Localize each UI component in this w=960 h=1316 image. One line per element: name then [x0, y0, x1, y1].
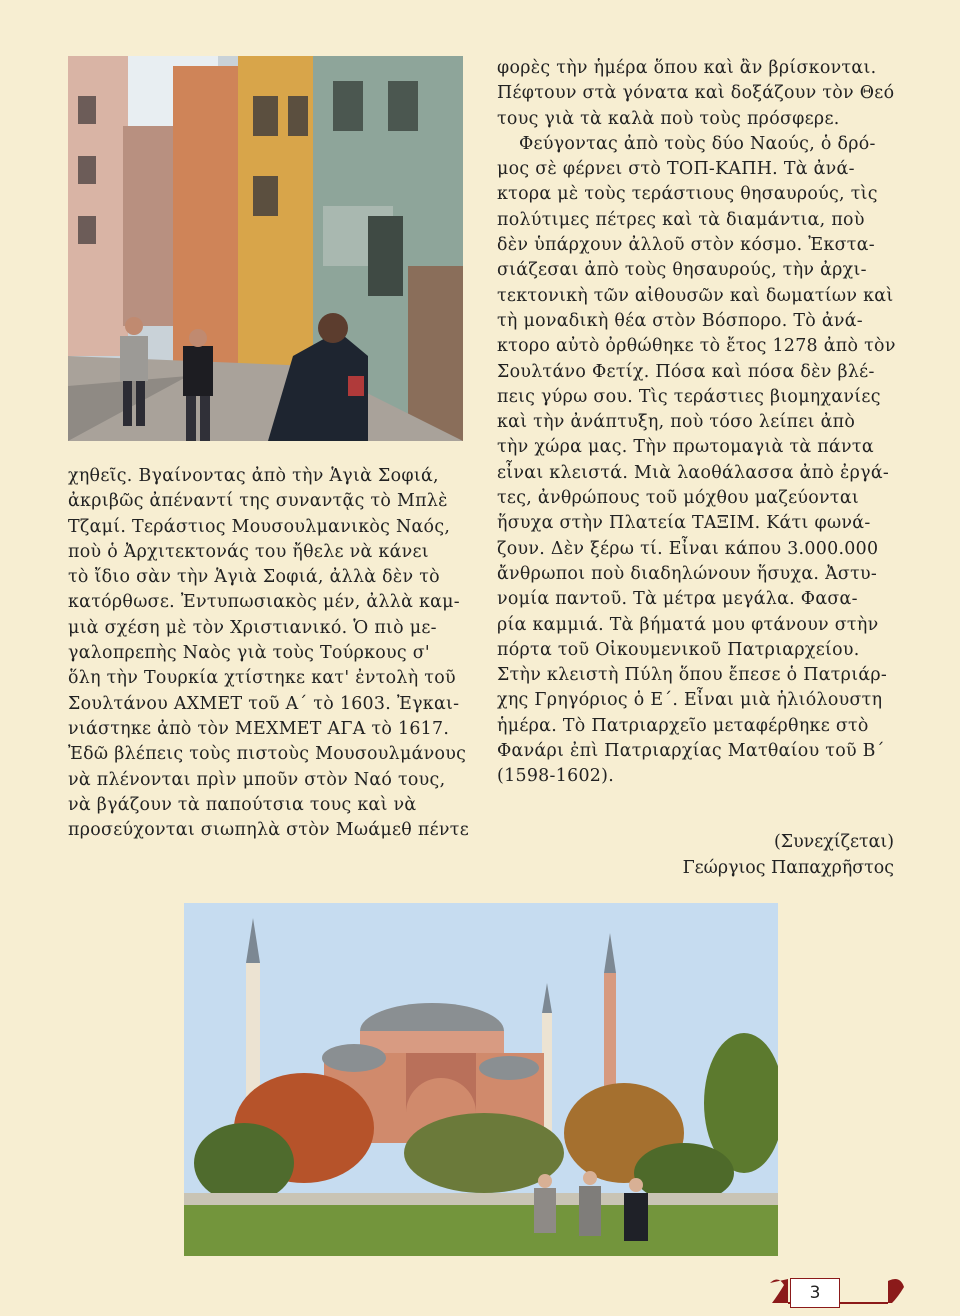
text-line: δὲν ὑπάρχουν ἀλλοῦ στὸν κόσμο. Ἐκστα-: [497, 235, 875, 256]
hagia-sophia-photo: [184, 903, 778, 1256]
text-line: ὅλη τὴν Τουρκία χτίστηκε κατ' ἐντολὴ τοῦ: [68, 668, 456, 689]
street-photo: [68, 56, 463, 441]
text-line: ἡμέρα. Τὸ Πατριαρχεῖο μεταφέρθηκε στὸ: [497, 715, 869, 736]
text-line: κτορο αὐτὸ ὀρθώθηκε τὸ ἔτος 1278 ἀπὸ τὸν: [497, 336, 896, 357]
text-line: Φανάρι ἐπὶ Πατριαρχίας Ματθαίου τοῦ Β΄: [497, 741, 885, 762]
text-line: Στὴν κλειστὴ Πύλη ὅπου ἔπεσε ὁ Πατριάρ-: [497, 665, 888, 686]
text-line: ζουν. Δὲν ξέρω τί. Εἶναι κάπου 3.000.000: [497, 538, 879, 559]
text-line: πεις γύρω σου. Τὶς τεράστιες βιομηχανίες: [497, 386, 881, 407]
text-line: σιάζεσαι ἀπὸ τοὺς θησαυρούς, τὴν ἀρχι-: [497, 260, 867, 281]
text-line: πόρτα τοῦ Οἰκουμενικοῦ Πατριαρχείου.: [497, 639, 860, 660]
text-line: προσεύχονται σιωπηλὰ στὸν Μωάμεθ πέντε: [68, 820, 470, 841]
text-line: τὸ ἴδιο σὰν τὴν Ἁγιὰ Σοφιά, ἀλλὰ δὲν τὸ: [68, 567, 440, 588]
text-line: Πέφτουν στὰ γόνατα καὶ δοξάζουν τὸν Θεό: [497, 83, 895, 104]
text-line: τεκτονικὴ τῶν αἰθουσῶν καὶ δωματίων καὶ: [497, 285, 894, 306]
text-line: χης Γρηγόριος ὁ Ε΄. Εἶναι μιὰ ἡλιόλουστη: [497, 690, 883, 711]
text-line: εἶναι κλειστά. Μιὰ λαοθάλασσα ἀπὸ ἐργά-: [497, 462, 890, 483]
text-line: (1598-1602).: [497, 766, 615, 787]
text-line: Ἐδῶ βλέπεις τοὺς πιστοὺς Μουσουλμάνους: [68, 744, 467, 765]
text-line: καὶ τὴν ἀνάπτυξη, ποὺ τόσο λείπει ἀπὸ: [497, 412, 856, 433]
text-line: γαλοπρεπὴς Ναὸς γιὰ τοὺς Τούρκους σ': [68, 643, 431, 664]
continued-note: (Συνεχίζεται): [774, 832, 894, 852]
text-line: Φεύγοντας ἀπὸ τοὺς δύο Ναούς, ὁ δρό-: [519, 133, 876, 154]
text-line: ποὺ ὁ Ἀρχιτεκτονάς του ἤθελε νὰ κάνει: [68, 541, 429, 562]
text-line: μος σὲ φέρνει στὸ ΤΟΠ-ΚΑΠΗ. Τὰ ἀνά-: [497, 159, 855, 180]
text-line: χηθεῖς. Βγαίνοντας ἀπὸ τὴν Ἁγιὰ Σοφιά,: [68, 466, 439, 486]
text-line: ἀκριβῶς ἀπέναντί της συναντᾷς τὸ Μπλὲ: [68, 491, 448, 512]
text-line: Σουλτάνου ΑΧΜΕΤ τοῦ Α΄ τὸ 1603. Ἐγκαι-: [68, 693, 460, 714]
text-line: ἄνθρωποι ποὺ διαδηλώνουν ἥσυχα. Ἀστυ-: [497, 563, 878, 584]
text-line: νὰ βγάζουν τὰ παπούτσια τους καὶ νὰ: [68, 794, 417, 815]
text-line: ρία καμμιά. Τὰ βήματά μου φτάνουν στὴν: [497, 614, 879, 635]
text-line: νιάστηκε ἀπὸ τὸν ΜΕΧΜΕΤ ΑΓΑ τὸ 1617.: [68, 718, 450, 739]
text-line: νὰ πλένονται πρὶν μποῦν στὸν Ναό τους,: [68, 769, 446, 790]
text-line: νομία παντοῦ. Τὰ μέτρα μεγάλα. Φασα-: [497, 589, 858, 610]
page-number: 3: [790, 1278, 840, 1308]
article-text-right: [497, 56, 897, 790]
author-name: Γεώργιος Παπαχρῆστος: [682, 858, 894, 878]
text-line: κτορα μὲ τοὺς τεράστιους θησαυρούς, τὶς: [497, 184, 878, 205]
text-line: τὴ μοναδικὴ θέα στὸν Βόσπορο. Τὸ ἀνά-: [497, 310, 863, 331]
text-line: ἥσυχα στὴν Πλατεία ΤΑΞΙΜ. Κάτι φωνά-: [497, 513, 871, 534]
text-line: Σουλτάνο Φετίχ. Πόσα καὶ πόσα δὲν βλέ-: [497, 361, 875, 382]
text-line: μιὰ σχέση μὲ τὸν Χριστιανικό. Ὁ πιὸ με-: [68, 617, 437, 638]
article-text-left: [68, 464, 468, 843]
text-line: φορὲς τὴν ἡμέρα ὅπου καὶ ἂν βρίσκονται.: [497, 58, 877, 78]
text-line: Τζαμί. Τεράστιος Μουσουλμανικὸς Ναός,: [68, 516, 451, 537]
text-line: πολύτιμες πέτρες καὶ τὰ διαμάντια, ποὺ: [497, 209, 865, 230]
text-line: τες, ἀνθρώπους τοῦ μόχθου μαζεύονται: [497, 488, 859, 509]
text-line: κατόρθωσε. Ἐντυπωσιακὸς μέν, ἀλλὰ καμ-: [68, 592, 460, 613]
text-line: τὴν χώρα μας. Τὴν πρωτομαγιὰ τὰ πάντα: [497, 437, 874, 458]
text-line: τους γιὰ τὰ καλὰ ποὺ τοὺς πρόσφερε.: [497, 108, 840, 129]
